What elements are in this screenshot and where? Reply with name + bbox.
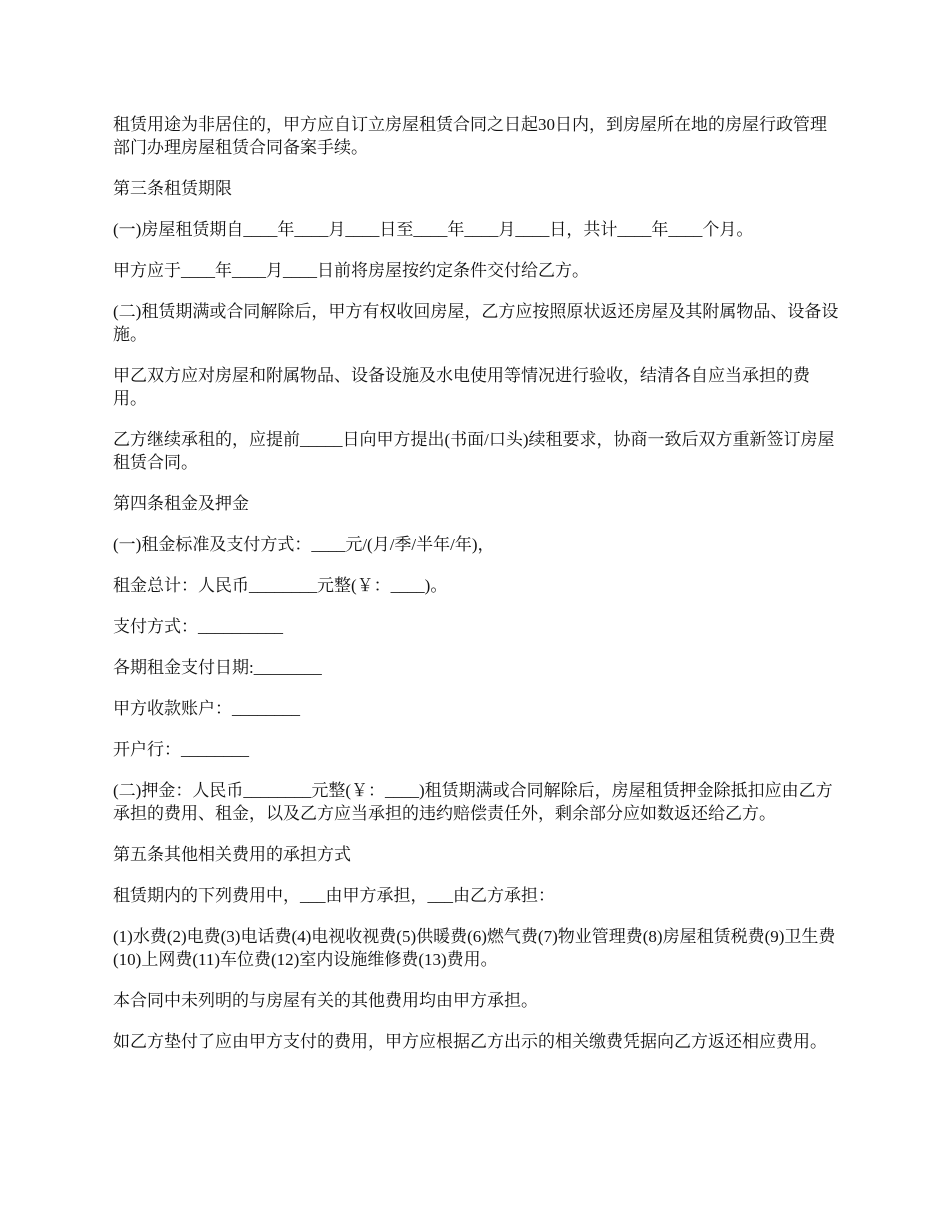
paragraph-deposit: (二)押金：人民币________元整(￥：____)租赁期满或合同解除后，房屋租赁押金除抵扣应由乙方承担的费用、租金，以及乙方应当承担的违约赔偿责任外，剩余部分应如数返还给乙方。: [113, 781, 833, 823]
paragraph-payment-date: 各期租金支付日期:________: [113, 658, 322, 677]
paragraph-lease-term: (一)房屋租赁期自____年____月____日至____年____月____日，共计____年____个月。: [113, 220, 754, 239]
paragraph-fee-list: (1)水费(2)电费(3)电话费(4)电视收视费(5)供暖费(6)燃气费(7)物业管理费(8)房屋租赁税费(9)卫生费(10)上网费(11)车位费(12)室内设施维修费(13)费用。: [113, 927, 836, 969]
paragraph-delivery-date: 甲方应于____年____月____日前将房屋按约定条件交付给乙方。: [113, 261, 589, 280]
paragraph-receiving-account: 甲方收款账户：________: [113, 699, 300, 718]
paragraph-fee-split: 租赁期内的下列费用中，___由甲方承担，___由乙方承担：: [113, 886, 555, 905]
paragraph-rent-standard: (一)租金标准及支付方式：____元/(月/季/半年/年)，: [113, 535, 495, 554]
heading-article-3: 第三条租赁期限: [113, 179, 232, 198]
paragraph-bank: 开户行：________: [113, 740, 249, 759]
paragraph-payment-method: 支付方式：__________: [113, 617, 283, 636]
paragraph-inspection: 甲乙双方应对房屋和附属物品、设备设施及水电使用等情况进行验收，结清各自应当承担的费用。: [113, 366, 810, 408]
paragraph-renewal: 乙方继续承租的，应提前_____日向甲方提出(书面/口头)续租要求，协商一致后双方重新签订房屋租赁合同。: [113, 430, 835, 472]
paragraph-return-property: (二)租赁期满或合同解除后，甲方有权收回房屋，乙方应按照原状返还房屋及其附属物品、设备设施。: [113, 302, 839, 344]
paragraph-other-fees: 本合同中未列明的与房屋有关的其他费用均由甲方承担。: [113, 991, 538, 1010]
paragraph-filing: 租赁用途为非居住的，甲方应自订立房屋租赁合同之日起30日内，到房屋所在地的房屋行政管理部门办理房屋租赁合同备案手续。: [113, 115, 827, 157]
document-body: [113, 113, 841, 1071]
paragraph-rent-total: 租金总计：人民币________元整(￥：____)。: [113, 576, 448, 595]
heading-article-4: 第四条租金及押金: [113, 494, 249, 513]
paragraph-reimbursement: 如乙方垫付了应由甲方支付的费用，甲方应根据乙方出示的相关缴费凭据向乙方返还相应费用。: [113, 1032, 827, 1051]
heading-article-5: 第五条其他相关费用的承担方式: [113, 845, 351, 864]
